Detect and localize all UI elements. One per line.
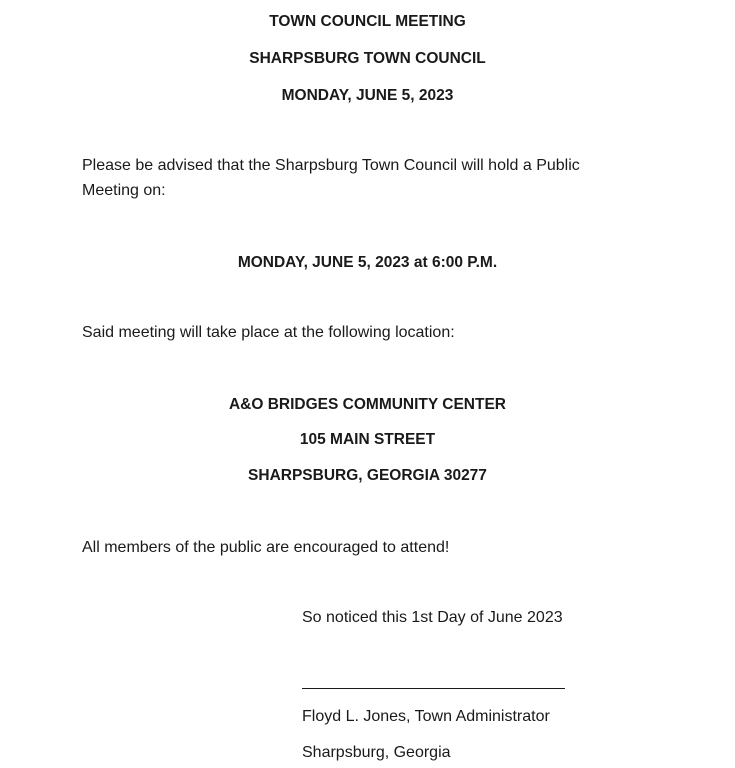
- closing-statement: All members of the public are encouraged to attend!: [82, 539, 450, 556]
- notice-text-line-2: Meeting on:: [82, 182, 166, 199]
- meeting-date-heading: MONDAY, JUNE 5, 2023: [281, 87, 454, 104]
- signature-line: [302, 688, 565, 689]
- council-name: SHARPSBURG TOWN COUNCIL: [249, 50, 486, 67]
- meeting-datetime: MONDAY, JUNE 5, 2023 at 6:00 P.M.: [237, 254, 498, 271]
- location-city-state-zip: SHARPSBURG, GEORGIA 30277: [248, 467, 487, 484]
- location-intro: Said meeting will take place at the following location:: [82, 324, 455, 341]
- noticed-date: So noticed this 1st Day of June 2023: [302, 609, 563, 626]
- signer-location: Sharpsburg, Georgia: [302, 744, 451, 761]
- location-street: 105 MAIN STREET: [299, 431, 436, 448]
- location-name: A&O BRIDGES COMMUNITY CENTER: [228, 396, 506, 413]
- meeting-title: TOWN COUNCIL MEETING: [269, 13, 466, 30]
- signer-name-title: Floyd L. Jones, Town Administrator: [302, 708, 550, 725]
- notice-text-line-1: Please be advised that the Sharpsburg Town Council will hold a Public: [82, 157, 580, 174]
